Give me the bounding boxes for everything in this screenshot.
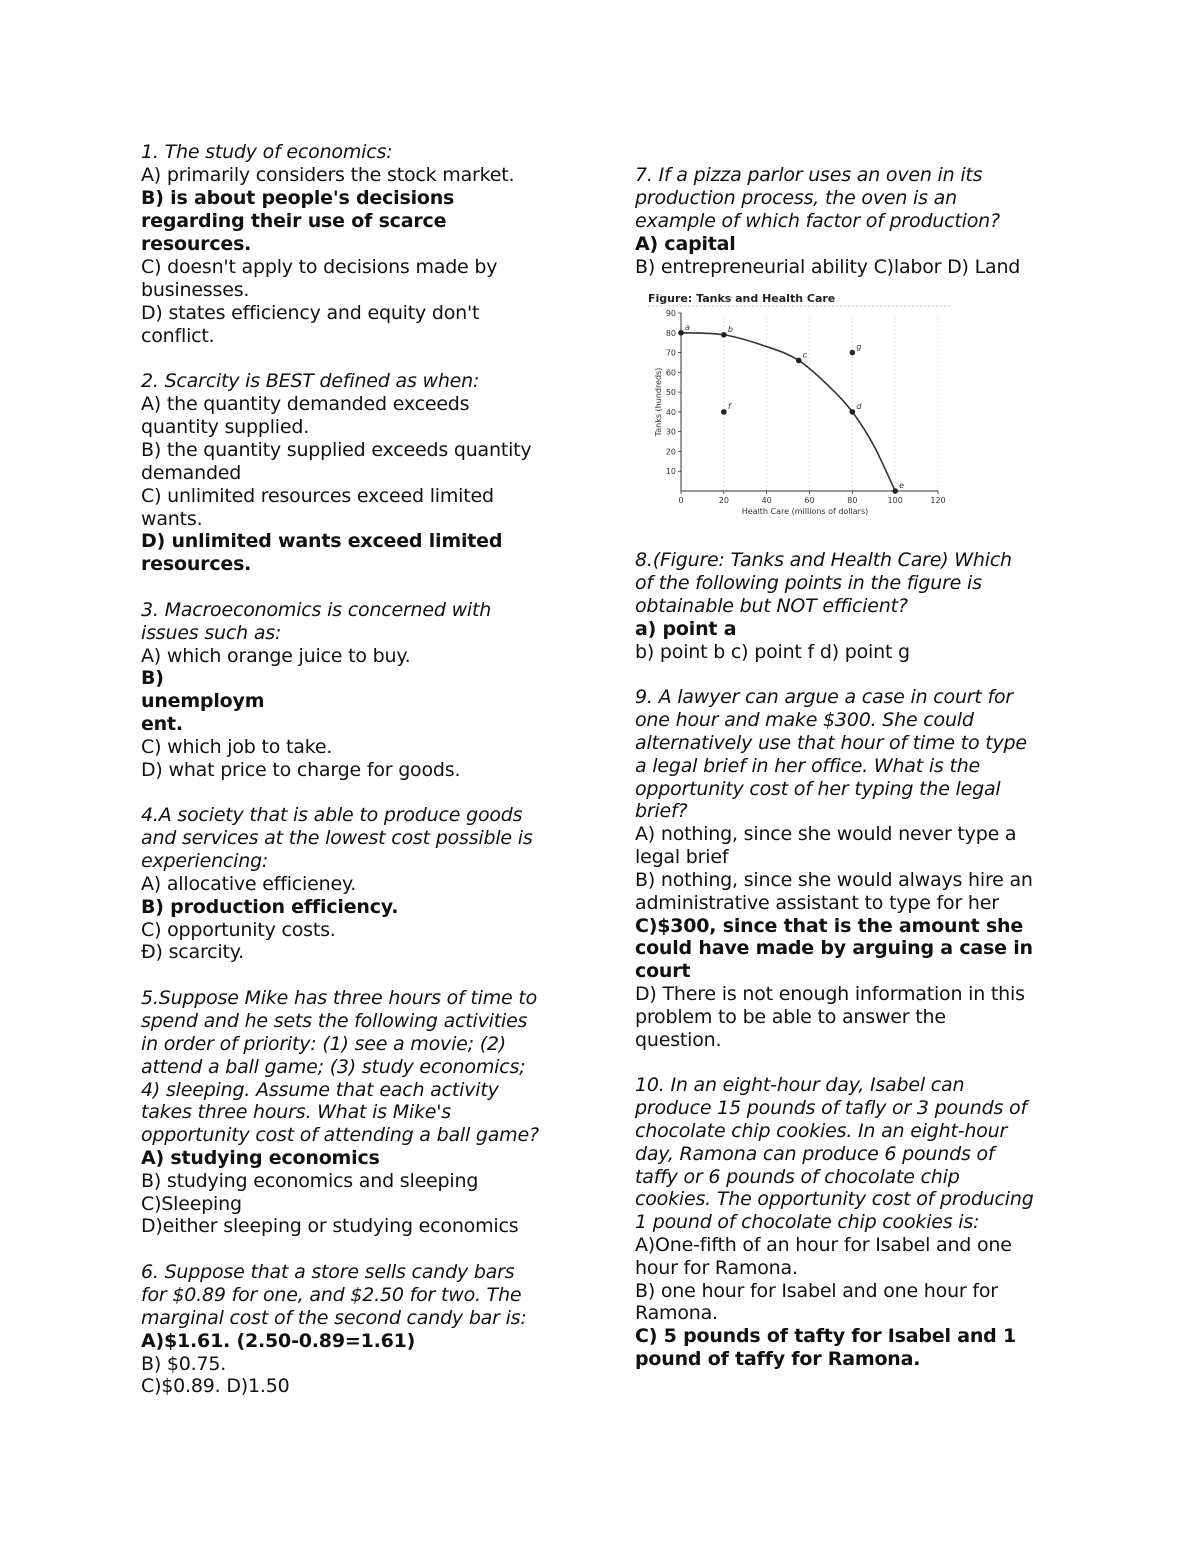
q9-question-line6: brief? <box>635 800 688 822</box>
q9-question-line4: a legal brief in her office. What is the <box>635 755 981 777</box>
q9-option-a-line2: legal brief <box>635 846 729 868</box>
q10-question-line7: 1 pound of chocolate chip cookies is: <box>635 1211 980 1233</box>
q9-option-a-line1: A) nothing, since she would never type a <box>635 823 1017 845</box>
q5-option-a: A) studying economics <box>141 1147 380 1169</box>
q9-question-line2: one hour and make $300. She could <box>635 709 974 731</box>
q1-option-c-line2: businesses. <box>141 279 250 301</box>
point-f <box>721 409 727 415</box>
q10-option-a-line2: hour for Ramona. <box>635 1257 798 1279</box>
point-e <box>892 488 898 494</box>
q9-option-c-line1: C)$300, since that is the amount she <box>635 915 1024 937</box>
y-tick-label-30: 30 <box>665 427 676 437</box>
point-b <box>721 332 727 338</box>
q10-option-c-line1: C) 5 pounds of tafty for Isabel and 1 <box>635 1325 1016 1347</box>
q10-question-line3: chocolate chip cookies. In an eight-hour <box>635 1120 1008 1142</box>
q7-option-bcd: B) entrepreneurial ability C)labor D) Land <box>635 256 1021 278</box>
q5-question-line4: attend a ball game; (3) study economics; <box>141 1056 526 1078</box>
q2-option-b-line1: B) the quantity supplied exceeds quantity <box>141 439 532 461</box>
q1-option-d-line2: conflict. <box>141 325 215 347</box>
q1-option-b-line3: resources. <box>141 233 252 255</box>
ppf-chart <box>640 285 960 530</box>
q2-option-d-line2: resources. <box>141 553 252 575</box>
y-tick-label-10: 10 <box>665 467 676 477</box>
y-tick-label-20: 20 <box>665 447 676 457</box>
q4-option-d: Ð) scarcity. <box>141 941 244 963</box>
point-label-d: d <box>856 401 862 411</box>
q9-question-line1: 9. A lawyer can argue a case in court for <box>635 686 1014 708</box>
q4-question-line2: and services at the lowest cost possible is <box>141 827 533 849</box>
q7-option-a: A) capital <box>635 233 736 255</box>
x-tick-label-100: 100 <box>887 496 903 505</box>
q6-question-line3: marginal cost of the second candy bar is: <box>141 1307 527 1329</box>
point-label-c: c <box>802 350 808 360</box>
q9-option-d-line3: question. <box>635 1029 722 1051</box>
chart-points <box>678 323 904 494</box>
y-tick-label-50: 50 <box>665 388 676 398</box>
q7-question-line1: 7. If a pizza parlor uses an oven in its <box>635 164 983 186</box>
q1-option-d-line1: D) states efficiency and equity don't <box>141 302 480 324</box>
q1-option-c-line1: C) doesn't apply to decisions made by <box>141 256 498 278</box>
q1-option-b-line2: regarding their use of scarce <box>141 210 447 232</box>
q10-option-a-line1: A)One-fifth of an hour for Isabel and one <box>635 1234 1012 1256</box>
x-tick-label-0: 0 <box>678 496 684 505</box>
q2-option-c-line1: C) unlimited resources exceed limited <box>141 485 494 507</box>
q4-option-b: B) production efficiency. <box>141 896 399 918</box>
x-tick-label-80: 80 <box>847 496 858 505</box>
q8-question-line1: 8.(Figure: Tanks and Health Care) Which <box>635 549 1012 571</box>
point-label-b: b <box>727 324 733 334</box>
q2-option-c-line2: wants. <box>141 508 203 530</box>
q4-option-c: C) opportunity costs. <box>141 919 336 941</box>
q9-question-line5: opportunity cost of her typing the legal <box>635 778 1001 800</box>
q3-question-line1: 3. Macroeconomics is concerned with <box>141 599 492 621</box>
y-axis-label: Tanks (hundreds) <box>654 367 663 437</box>
q4-question-line1: 4.A society that is able to produce goods <box>141 804 523 826</box>
x-tick-label-120: 120 <box>930 496 946 505</box>
q3-option-a: A) which orange juice to buy. <box>141 645 411 667</box>
q5-question-line5: 4) sleeping. Assume that each activity <box>141 1079 499 1101</box>
q5-option-b: B) studying economics and sleeping <box>141 1170 479 1192</box>
q4-question-line3: experiencing: <box>141 850 269 872</box>
q9-option-c-line2: could have made by arguing a case in <box>635 937 1033 959</box>
q9-option-d-line1: D) There is not enough information in this <box>635 983 1025 1005</box>
q8-question-line3: obtainable but NOT efficient? <box>635 595 908 617</box>
q10-option-b-line1: B) one hour for Isabel and one hour for <box>635 1280 998 1302</box>
q5-option-c: C)Sleeping <box>141 1193 242 1215</box>
point-c <box>796 358 802 364</box>
point-d <box>850 409 856 415</box>
q2-option-d-line1: D) unlimited wants exceed limited <box>141 530 503 552</box>
q9-question-line3: alternatively use that hour of time to type <box>635 732 1027 754</box>
q1-option-a: A) primarily considers the stock market. <box>141 164 515 186</box>
q6-option-a: A)$1.61. (2.50-0.89=1.61) <box>141 1330 416 1352</box>
q2-option-a-line2: quantity supplied. <box>141 416 310 438</box>
q2-option-b-line2: demanded <box>141 462 242 484</box>
q5-question-line3: in order of priority: (1) see a movie; (2) <box>141 1033 507 1055</box>
q3-option-b-line3: ent. <box>141 713 183 735</box>
point-label-f: f <box>727 401 731 411</box>
q8-option-bcd: b) point b c) point f d) point g <box>635 641 910 663</box>
q9-option-b-line1: B) nothing, since she would always hire an <box>635 869 1033 891</box>
q4-option-a: A) allocative efficieney. <box>141 873 357 895</box>
q9-option-c-line3: court <box>635 960 691 982</box>
chart-title: Figure: Tanks and Health Care <box>648 292 836 305</box>
q5-question-line7: opportunity cost of attending a ball game? <box>141 1124 539 1146</box>
q10-question-line1: 10. In an eight-hour day, Isabel can <box>635 1074 965 1096</box>
q10-question-line4: day, Ramona can produce 6 pounds of <box>635 1143 995 1165</box>
q8-option-a: a) point a <box>635 618 737 640</box>
q6-question-line1: 6. Suppose that a store sells candy bars <box>141 1261 515 1283</box>
q5-question-line2: spend and he sets the following activities <box>141 1010 528 1032</box>
q7-question-line2: production process, the oven is an <box>635 187 957 209</box>
q5-option-d: D)either sleeping or studying economics <box>141 1215 519 1237</box>
q9-option-b-line2: administrative assistant to type for her <box>635 892 999 914</box>
chart-ticks <box>666 309 946 505</box>
q9-option-d-line2: problem to be able to answer the <box>635 1006 946 1028</box>
point-label-g: g <box>856 342 862 352</box>
q2-question: 2. Scarcity is BEST defined as when: <box>141 370 480 392</box>
q3-question-line2: issues such as: <box>141 622 282 644</box>
y-tick-label-90: 90 <box>665 309 676 318</box>
y-tick-label-80: 80 <box>665 328 676 338</box>
q3-option-d: D) what price to charge for goods. <box>141 759 461 781</box>
q5-question-line1: 5.Suppose Mike has three hours of time to <box>141 987 538 1009</box>
point-g <box>850 350 856 356</box>
q7-question-line3: example of which factor of production? <box>635 210 1000 232</box>
q2-option-a-line1: A) the quantity demanded exceeds <box>141 393 470 415</box>
q6-question-line2: for $0.89 for one, and $2.50 for two. The <box>141 1284 522 1306</box>
x-tick-label-20: 20 <box>718 496 729 505</box>
q10-question-line2: produce 15 pounds of tafly or 3 pounds of <box>635 1097 1027 1119</box>
y-tick-label-40: 40 <box>665 407 676 417</box>
ppf-curve <box>681 333 895 491</box>
q3-option-b-line2: unemploym <box>141 690 265 712</box>
point-label-a: a <box>685 322 690 332</box>
q3-option-c: C) which job to take. <box>141 736 333 758</box>
q6-option-cd: C)$0.89. D)1.50 <box>141 1375 290 1397</box>
q1-question: 1. The study of economics: <box>141 141 393 163</box>
q10-question-line5: taffy or 6 pounds of chocolate chip <box>635 1166 960 1188</box>
q10-option-c-line2: pound of taffy for Ramona. <box>635 1348 921 1370</box>
q10-question-line6: cookies. The opportunity cost of producing <box>635 1188 1034 1210</box>
q3-option-b-line1: B) <box>141 667 164 689</box>
x-tick-label-60: 60 <box>804 496 815 505</box>
x-axis-label: Health Care (millions of dollars) <box>741 507 869 516</box>
x-tick-label-40: 40 <box>761 496 772 505</box>
point-label-e: e <box>899 481 905 490</box>
point-a <box>678 330 684 336</box>
q5-question-line6: takes three hours. What is Mike's <box>141 1101 452 1123</box>
q10-option-b-line2: Ramona. <box>635 1302 718 1324</box>
y-tick-label-70: 70 <box>665 348 676 358</box>
figure-tanks-health-care <box>640 285 960 530</box>
y-tick-label-60: 60 <box>665 368 676 378</box>
q1-option-b-line1: B) is about people's decisions <box>141 187 455 209</box>
q6-option-b: B) $0.75. <box>141 1353 227 1375</box>
q8-question-line2: of the following points in the figure is <box>635 572 982 594</box>
